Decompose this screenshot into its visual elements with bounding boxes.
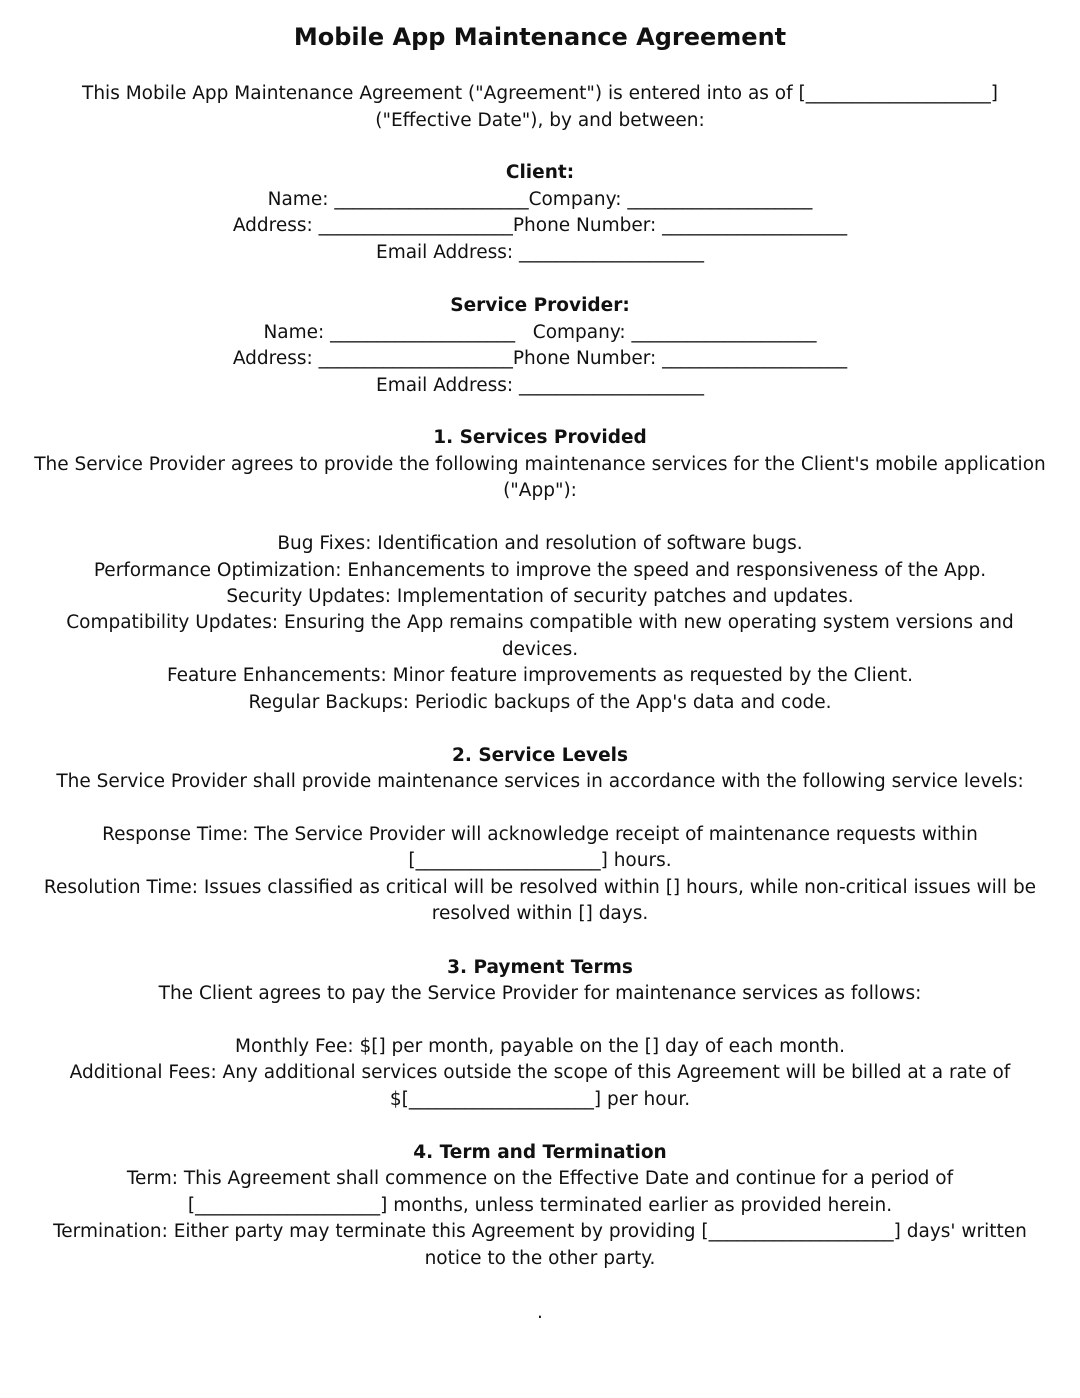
section4-heading: 4. Term and Termination — [413, 1142, 667, 1163]
trailing-mark: . — [537, 1302, 543, 1323]
section3-heading: 3. Payment Terms — [447, 957, 633, 978]
section1-intro-line-1: The Service Provider agrees to provide the following maintenance services for the Client's mobile application — [34, 454, 1046, 475]
provider-heading: Service Provider: — [450, 295, 630, 316]
section1-heading: 1. Services Provided — [433, 427, 647, 448]
section2-intro: The Service Provider shall provide maintenance services in accordance with the following service levels: — [56, 771, 1024, 792]
section2-item: Resolution Time: Issues classified as critical will be resolved within [] hours, while non-critical issues will be — [43, 877, 1037, 898]
client-address-phone-line: Address: _____________________Phone Number: ____________________ — [232, 215, 848, 236]
section1-item: Regular Backups: Periodic backups of the App's data and code. — [248, 692, 832, 713]
provider-address-phone-line: Address: _____________________Phone Number: ____________________ — [232, 348, 848, 369]
client-heading: Client: — [505, 162, 575, 183]
section3-item: $[____________________] per hour. — [389, 1089, 691, 1110]
provider-email-line: Email Address: ____________________ — [376, 375, 704, 396]
section3-intro: The Client agrees to pay the Service Provider for maintenance services as follows: — [158, 983, 922, 1004]
section2-item: [____________________] hours. — [408, 850, 672, 871]
section2-item: Response Time: The Service Provider will acknowledge receipt of maintenance requests within — [102, 824, 978, 845]
section4-item: [____________________] months, unless terminated earlier as provided herein. — [187, 1195, 893, 1216]
section1-item: Bug Fixes: Identification and resolution of software bugs. — [277, 533, 803, 554]
section2-heading: 2. Service Levels — [452, 745, 628, 766]
intro-line-1: This Mobile App Maintenance Agreement ("Agreement") is entered into as of [____________________] — [82, 83, 998, 104]
section1-item: devices. — [501, 639, 579, 660]
document-title: Mobile App Maintenance Agreement — [293, 23, 787, 51]
section3-item: Monthly Fee: $[] per month, payable on the [] day of each month. — [235, 1036, 845, 1057]
section1-intro-line-2: ("App"): — [503, 480, 577, 501]
section3-item: Additional Fees: Any additional services outside the scope of this Agreement will be billed at a rate of — [69, 1062, 1011, 1083]
provider-name-company-line: Name: ____________________ Company: ____________________ — [263, 322, 817, 343]
intro-line-2: ("Effective Date"), by and between: — [375, 110, 705, 131]
section1-item: Compatibility Updates: Ensuring the App remains compatible with new operating system versions and — [66, 612, 1014, 633]
client-email-line: Email Address: ____________________ — [376, 242, 704, 263]
client-name-company-line: Name: _____________________Company: ____________________ — [267, 189, 813, 210]
section1-item: Feature Enhancements: Minor feature improvements as requested by the Client. — [166, 665, 914, 686]
section2-item: resolved within [] days. — [431, 903, 649, 924]
section4-item: Termination: Either party may terminate this Agreement by providing [____________________] days' written — [53, 1221, 1027, 1242]
section4-item: notice to the other party. — [424, 1248, 656, 1269]
section1-item: Performance Optimization: Enhancements to improve the speed and responsiveness of the App. — [93, 560, 987, 581]
section4-item: Term: This Agreement shall commence on the Effective Date and continue for a period of — [126, 1168, 954, 1189]
section1-item: Security Updates: Implementation of security patches and updates. — [226, 586, 854, 607]
